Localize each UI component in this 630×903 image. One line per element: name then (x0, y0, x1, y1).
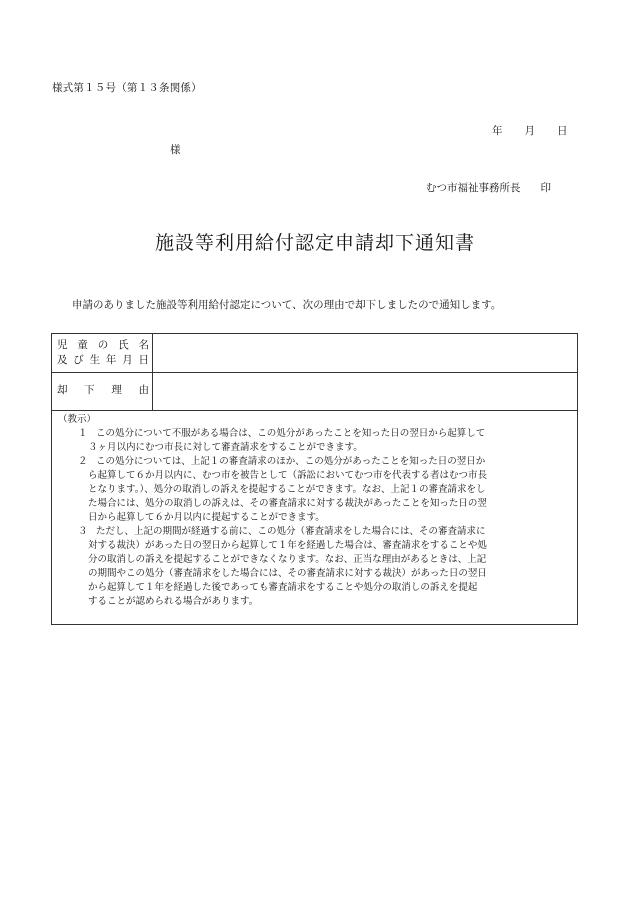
notice-heading: （教示） (58, 414, 97, 425)
notice-line: することが認められる場合があります。 (88, 596, 259, 607)
notice-line: た場合には、処分の取消しの訴えは、その審査請求に対する裁決があったことを知った日の翌 (88, 498, 487, 509)
notice-line: から起算して１年を経過した後であっても審査請求をすることや処分の取消しの訴えを提起 (88, 582, 478, 593)
notice-line: 分の取消しの訴えを提起することができなくなります。なお、正当な理由があるときは、上記 (88, 554, 487, 565)
child-label-birthdate: 及び生年月日 (57, 354, 149, 366)
addressee-suffix: 様 (170, 144, 181, 156)
notice-line: となります。）、処分の取消しの訴えを提起することができます。なお、上記１の審査請求をし (88, 484, 486, 495)
document-title: 施設等利用給付認定申請却下通知書 (154, 232, 475, 254)
reason-value-cell[interactable] (153, 372, 577, 410)
date-line (492, 123, 568, 138)
child-label-name: 児童の氏名 (57, 339, 149, 351)
notice-item-number: ２ (78, 456, 88, 467)
notice-line: この処分について不服がある場合は、この処分があったことを知った日の翌日から起算して (96, 428, 486, 439)
issuer-name: むつ市福祉事務所長 (426, 182, 521, 194)
notice-line: 対する裁決）があった日の翌日から起算して１年を経過した場合は、審査請求をすることや処 (88, 540, 487, 551)
date-year: 年 (492, 125, 503, 137)
form-number: 様式第１５号（第１３条関係） (52, 82, 202, 94)
date-day: 日 (557, 125, 568, 137)
intro-text: 申請のありました施設等利用給付認定について、次の理由で却下しましたので通知します。 (72, 299, 502, 311)
reason-row (52, 372, 577, 411)
notice-item-number: １ (78, 428, 88, 439)
date-month: 月 (524, 125, 535, 137)
child-label-cell (52, 334, 153, 372)
notice-line: 日から起算して６か月以内に提起することができます。 (88, 512, 325, 523)
child-value-cell[interactable] (153, 334, 577, 372)
child-row (52, 334, 577, 373)
notice-item-number: ３ (78, 526, 88, 537)
notice-line: ただし、上記の期間が経過する前に、この処分（審査請求をした場合には、その審査請求に (96, 526, 486, 537)
reason-label-cell (52, 372, 153, 410)
issuer (426, 180, 551, 195)
reason-label: 却下理由 (57, 384, 149, 396)
notice-form-table (51, 333, 578, 625)
notice-line: この処分については、上記１の審査請求のほか、この処分があったことを知った日の翌日か (96, 456, 486, 467)
notice-line: ら起算して６か月以内に、むつ市を被告として（訴訟においてむつ市を代表する者はむつ市長 (88, 470, 488, 481)
seal-mark: 印 (540, 182, 551, 194)
notice-line: の期間やこの処分（審査請求をした場合には、その審査請求に対する裁決）があった日の翌日 (88, 568, 487, 579)
notice-line: ３ヶ月以内にむつ市長に対して審査請求をすることができます。 (88, 442, 363, 453)
